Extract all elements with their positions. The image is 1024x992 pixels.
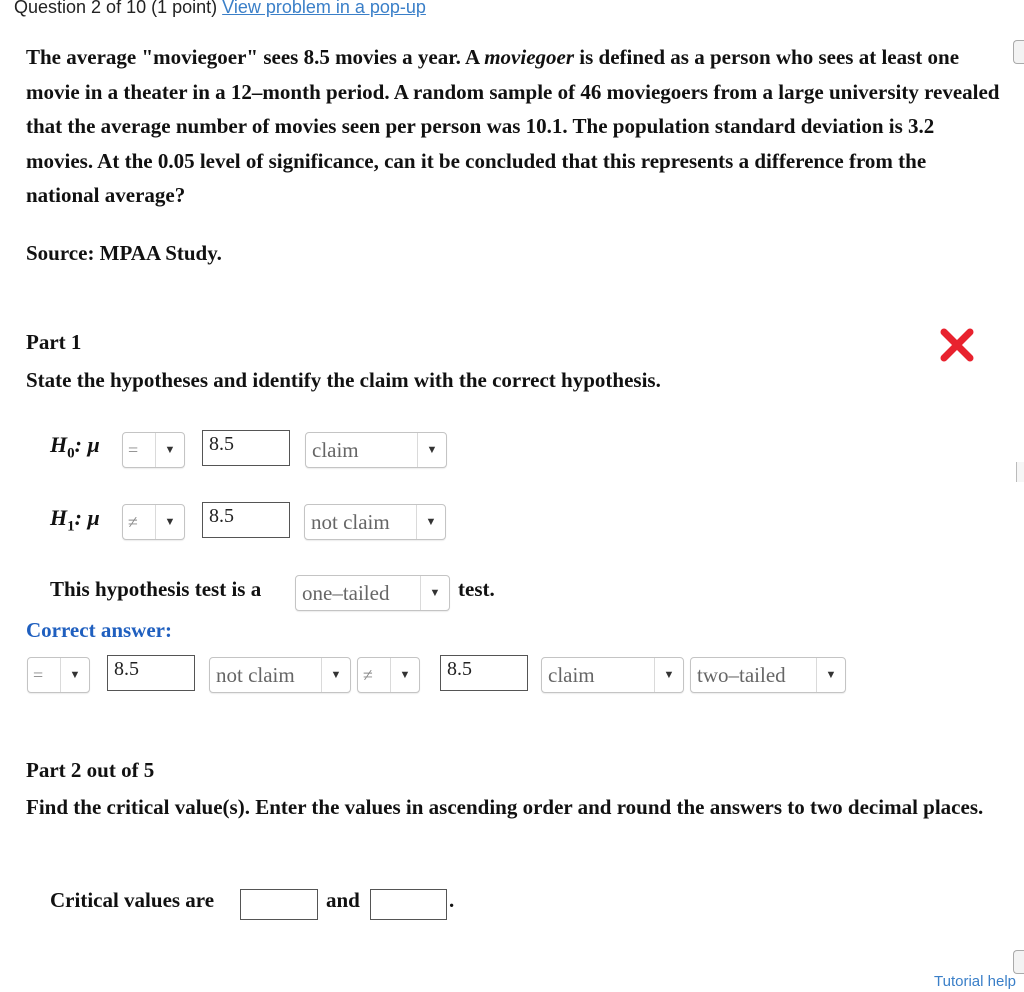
correct-test-type-value: two–tailed	[697, 662, 786, 687]
problem-emphasis: moviegoer	[484, 45, 575, 69]
h1-mu: : μ	[74, 505, 100, 530]
h0-mu: : μ	[74, 432, 100, 457]
part2-instruction: Find the critical value(s). Enter the values in ascending order and round the answers to two decimal places.	[26, 795, 984, 819]
test-type-select[interactable]	[295, 575, 450, 611]
part1-title: Part 1	[26, 330, 82, 354]
h0-value-input[interactable]: 8.5	[202, 430, 290, 466]
h0-claim-value: claim	[312, 437, 359, 462]
h0-symbol: H	[50, 432, 68, 457]
problem-text-a: The average "moviegoer" sees 8.5 movies a year. A	[26, 45, 485, 69]
h1-value-input[interactable]: 8.5	[202, 502, 290, 538]
critical-value-1-input[interactable]	[240, 889, 318, 920]
correct-answer-label: Correct answer:	[26, 618, 172, 642]
chevron-down-icon: ▼	[663, 669, 675, 681]
chevron-down-icon: ▼	[330, 669, 342, 681]
part1-instruction: State the hypotheses and identify the claim with the correct hypothesis.	[26, 368, 661, 392]
correct-h0-claim-value: not claim	[216, 662, 295, 687]
incorrect-x-icon	[940, 328, 974, 362]
chevron-down-icon: ▼	[399, 669, 411, 681]
h0-operator-select[interactable]	[122, 432, 185, 468]
h0-claim-select[interactable]	[305, 432, 447, 468]
correct-h1-claim-select[interactable]	[541, 657, 684, 693]
test-suffix: test.	[458, 577, 495, 601]
correct-test-type-select[interactable]	[690, 657, 846, 693]
critical-and: and	[326, 888, 360, 912]
question-label: Question 2 of 10 (1 point)	[14, 0, 218, 17]
part2-title: Part 2 out of 5	[26, 758, 155, 782]
source-citation: Source: MPAA Study.	[26, 241, 222, 265]
chevron-down-icon: ▼	[426, 444, 438, 456]
h1-symbol: H	[50, 505, 68, 530]
correct-h1-claim-value: claim	[548, 662, 595, 687]
chevron-down-icon: ▼	[429, 587, 441, 599]
correct-h0-operator-value: =	[33, 664, 44, 685]
h1-operator-select[interactable]	[122, 504, 185, 540]
h0-label	[50, 432, 100, 462]
correct-h1-operator-select[interactable]	[357, 657, 420, 693]
h0-operator-value: =	[128, 439, 139, 460]
correct-h1-value[interactable]: 8.5	[440, 655, 528, 691]
problem-text-b: is defined as a person who sees at least one movie in a theater in a 12–month period. A random sample of 46 moviegoers from a large university revealed that the average number of movies seen per person was 10.1. The population standard deviation is 3.2 movies. At the 0.05 level of significance, can it be concluded that this represents a difference from the national average?	[26, 45, 1000, 207]
scrollbar-thumb[interactable]	[1016, 462, 1024, 482]
h1-operator-value: ≠	[128, 511, 138, 532]
critical-prefix: Critical values are	[50, 888, 215, 912]
question-header	[14, 0, 426, 18]
scroll-down-button[interactable]	[1013, 950, 1024, 974]
chevron-down-icon: ▼	[164, 516, 176, 528]
h1-label	[50, 505, 100, 535]
correct-h0-claim-select[interactable]	[209, 657, 351, 693]
correct-h0-value[interactable]: 8.5	[107, 655, 195, 691]
scroll-up-button[interactable]	[1013, 40, 1024, 64]
h1-subscript: 1	[67, 518, 75, 535]
critical-suffix: .	[449, 888, 455, 912]
h1-claim-select[interactable]	[304, 504, 446, 540]
test-prefix: This hypothesis test is a	[50, 577, 262, 601]
problem-statement	[26, 40, 1001, 213]
tutorial-help-link[interactable]: Tutorial help	[934, 973, 1016, 990]
chevron-down-icon: ▼	[164, 444, 176, 456]
critical-value-2-input[interactable]	[370, 889, 447, 920]
correct-h0-operator-select[interactable]	[27, 657, 90, 693]
chevron-down-icon: ▼	[425, 516, 437, 528]
h1-claim-value: not claim	[311, 509, 390, 534]
chevron-down-icon: ▼	[69, 669, 81, 681]
chevron-down-icon: ▼	[825, 669, 837, 681]
h0-subscript: 0	[67, 445, 75, 462]
popup-link[interactable]: View problem in a pop-up	[222, 0, 426, 17]
correct-h1-operator-value: ≠	[363, 664, 373, 685]
test-type-value: one–tailed	[302, 580, 390, 605]
